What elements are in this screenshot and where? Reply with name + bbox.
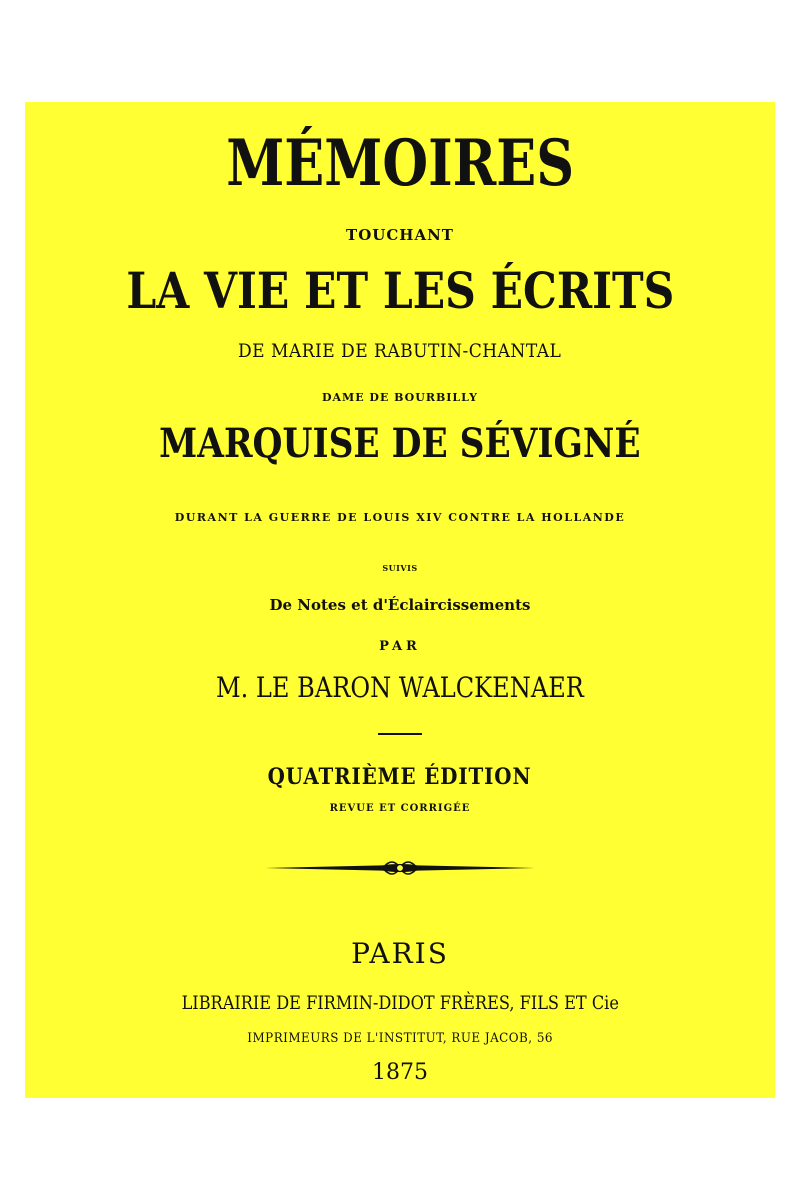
cover-publisher: LIBRAIRIE DE FIRMIN-DIDOT FRÈRES, FILS ET Cie: [181, 992, 619, 1014]
cover-title: MÉMOIRES: [226, 126, 574, 201]
book-cover: [25, 102, 775, 1098]
cover-printer: IMPRIMEURS DE L'INSTITUT, RUE JACOB, 56: [247, 1031, 553, 1046]
short-divider: [378, 733, 422, 735]
cover-period: DURANT LA GUERRE DE LOUIS XIV CONTRE LA HOLLANDE: [174, 511, 626, 524]
cover-suivis: SUIVIS: [382, 563, 418, 573]
cover-subtitle: LA VIE ET LES ÉCRITS: [125, 261, 675, 320]
cover-year: 1875: [372, 1060, 428, 1085]
cover-subject-name: DE MARIE DE RABUTIN-CHANTAL: [238, 340, 562, 362]
ornamental-rule-icon: [265, 856, 535, 880]
cover-city: PARIS: [351, 937, 449, 970]
cover-subject-title: DAME DE BOURBILLY: [321, 391, 479, 404]
cover-notes: De Notes et d'Éclaircissements: [269, 596, 531, 614]
cover-touchant: TOUCHANT: [346, 226, 454, 244]
cover-author: M. LE BARON WALCKENAER: [216, 671, 584, 704]
cover-revue: REVUE ET CORRIGÉE: [329, 803, 471, 814]
cover-edition: QUATRIÈME ÉDITION: [268, 764, 532, 790]
cover-marquise: MARQUISE DE SÉVIGNÉ: [159, 420, 641, 467]
cover-par: PAR: [379, 639, 421, 654]
